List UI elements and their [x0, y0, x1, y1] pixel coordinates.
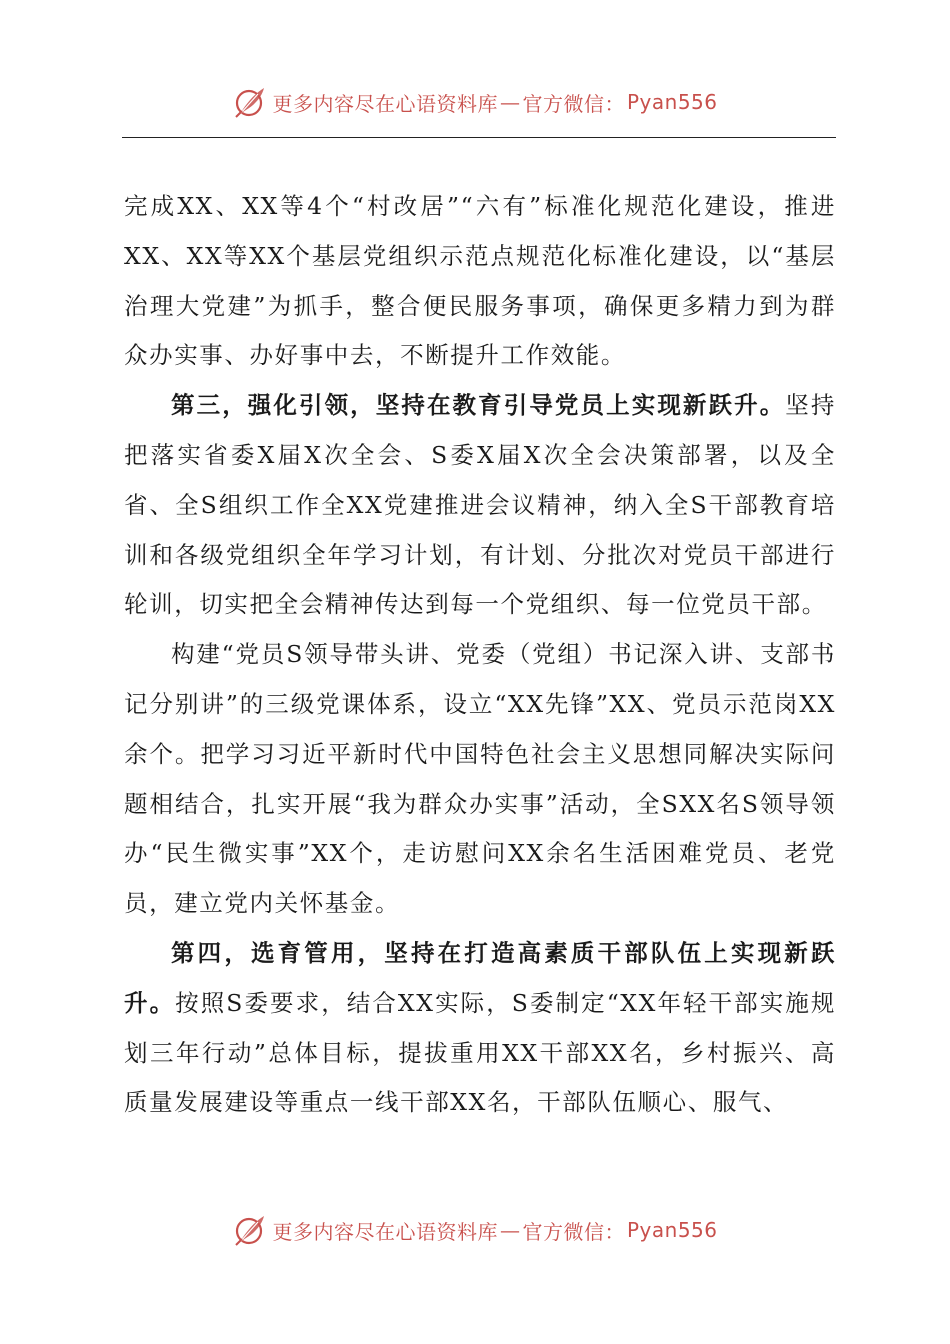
footer-banner-separator: — — [499, 1218, 521, 1242]
paragraph-4-text: 按照S委要求，结合XX实际，S委制定“XX年轻干部实施规划三年行动”总体目标，提拔重用XX干部XX名，乡村振兴、高质量发展建设等重点一线干部XX名，干部队伍顺心、服气、 — [124, 988, 836, 1117]
paragraph-4-heading: 第四，选育管用，坚持在打造高素质干部队伍上实现新跃升。 — [124, 938, 836, 1017]
footer-watermark-banner — [0, 1210, 950, 1250]
quill-pen-logo-icon — [232, 1212, 268, 1248]
header-banner-text: 更多内容尽在心语资料库 — [272, 91, 498, 116]
paragraph-1-text: 完成XX、XX等4个“村改居”“六有”标准化规范化建设，推进XX、XX等XX个基层党组织示范点规范化标准化建设，以“基层治理大党建”为抓手，整合便民服务事项，确保更多精力到为群众办实事、办好事中去，不断提升工作效能。 — [124, 192, 836, 370]
header-banner-contact-label: 官方微信： — [522, 91, 625, 116]
footer-banner-text: 更多内容尽在心语资料库 — [272, 1219, 498, 1244]
document-body — [124, 182, 836, 1128]
quill-pen-logo-icon — [232, 84, 268, 120]
header-divider-line — [122, 137, 836, 138]
paragraph-3-text: 构建“党员S领导带头讲、党委（党组）书记深入讲、支部书记分别讲”的三级党课体系，设立“XX先锋”XX、党员示范岗XX余个。把学习习近平新时代中国特色社会主义思想同解决实际问题相结合，扎实开展“我为群众办实事”活动，全SXX名S领导领办“民生微实事”XX个，走访慰问XX余名生活困难党员、老党员，建立党内关怀基金。 — [124, 640, 836, 918]
header-banner-separator: — — [499, 90, 521, 114]
header-watermark-banner — [0, 82, 950, 122]
paragraph-4 — [124, 929, 836, 1128]
footer-banner-contact-label: 官方微信： — [522, 1219, 625, 1244]
paragraph-3 — [124, 630, 836, 929]
paragraph-2 — [124, 381, 836, 630]
paragraph-2-text: 坚持把落实省委X届X次全会、S委X届X次全会决策部署，以及全省、全S组织工作全XX党建推进会议精神，纳入全S干部教育培训和各级党组织全年学习计划，有计划、分批次对党员干部进行轮训，切实把全会精神传达到每一个党组织、每一位党员干部。 — [124, 391, 836, 619]
paragraph-1 — [124, 182, 836, 381]
header-banner-wechat-id: Pyan556 — [626, 90, 718, 114]
footer-banner-wechat-id: Pyan556 — [626, 1218, 718, 1242]
paragraph-2-heading: 第三，强化引领，坚持在教育引导党员上实现新跃升。 — [171, 391, 786, 420]
